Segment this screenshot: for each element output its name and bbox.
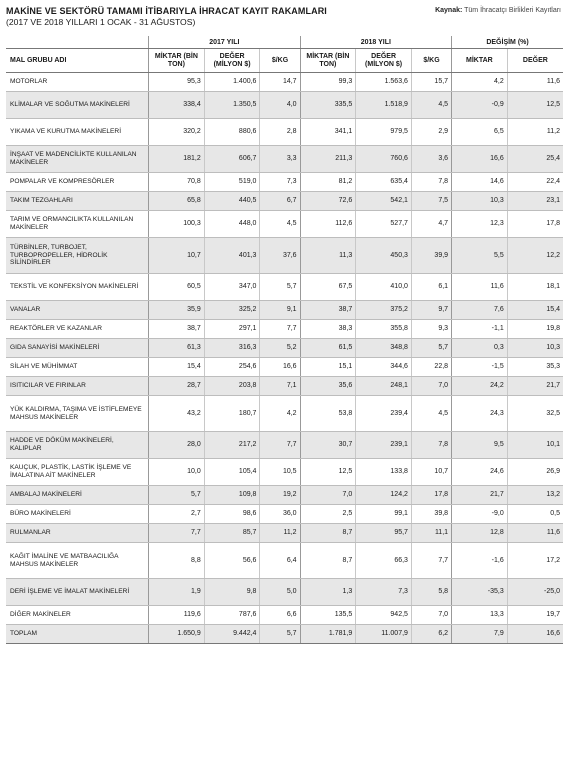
change-qty-cell: 6,5 — [452, 119, 508, 146]
qty-2017-cell: 320,2 — [149, 119, 205, 146]
val-2017-cell: 109,8 — [204, 486, 260, 505]
val-2017-cell: 347,0 — [204, 274, 260, 301]
val-2018-cell: 124,2 — [356, 486, 412, 505]
qty-2017-cell: 70,8 — [149, 173, 205, 192]
qty-2017-cell: 181,2 — [149, 146, 205, 173]
qty-2018-cell: 67,5 — [300, 274, 356, 301]
qty-2017-cell: 60,5 — [149, 274, 205, 301]
kg-2018-cell: 4,5 — [411, 92, 451, 119]
change-val-cell: 11,6 — [507, 524, 563, 543]
row-name-cell: KAUÇUK, PLASTİK, LASTİK İŞLEME VE İMALATINA AİT MAKİNELER — [6, 459, 149, 486]
kg-2017-cell: 36,0 — [260, 505, 300, 524]
change-val-cell: 19,7 — [507, 606, 563, 625]
col-header-qty-2018: MİKTAR (BİN TON) — [300, 49, 356, 73]
change-val-cell: 22,4 — [507, 173, 563, 192]
row-name-cell: TARIM VE ORMANCILIKTA KULLANILAN MAKİNELER — [6, 211, 149, 238]
change-qty-cell: -35,3 — [452, 579, 508, 606]
change-val-cell: 21,7 — [507, 377, 563, 396]
val-2018-cell: 133,8 — [356, 459, 412, 486]
qty-2018-cell: 112,6 — [300, 211, 356, 238]
val-2018-cell: 239,4 — [356, 396, 412, 432]
export-table — [6, 36, 563, 644]
kg-2017-cell: 5,7 — [260, 625, 300, 644]
group-header-2017: 2017 YILI — [149, 36, 300, 49]
qty-2018-cell: 38,7 — [300, 301, 356, 320]
row-name-cell: POMPALAR VE KOMPRESÖRLER — [6, 173, 149, 192]
change-qty-cell: 7,9 — [452, 625, 508, 644]
change-qty-cell: -0,9 — [452, 92, 508, 119]
table-row — [6, 211, 563, 238]
val-2017-cell: 9,8 — [204, 579, 260, 606]
val-2017-cell: 316,3 — [204, 339, 260, 358]
qty-2018-cell: 8,7 — [300, 524, 356, 543]
row-name-cell: KLİMALAR VE SOĞUTMA MAKİNELERİ — [6, 92, 149, 119]
val-2018-cell: 344,6 — [356, 358, 412, 377]
group-header-empty — [6, 36, 149, 49]
row-name-cell: KAĞIT İMALİNE VE MATBAACILIĞA MAHSUS MAKİNELER — [6, 543, 149, 579]
val-2017-cell: 325,2 — [204, 301, 260, 320]
change-val-cell: -25,0 — [507, 579, 563, 606]
kg-2017-cell: 2,8 — [260, 119, 300, 146]
val-2017-cell: 98,6 — [204, 505, 260, 524]
change-qty-cell: 11,6 — [452, 274, 508, 301]
row-name-cell: TOPLAM — [6, 625, 149, 644]
kg-2018-cell: 4,5 — [411, 396, 451, 432]
change-qty-cell: 13,3 — [452, 606, 508, 625]
change-val-cell: 12,2 — [507, 238, 563, 274]
val-2017-cell: 606,7 — [204, 146, 260, 173]
change-val-cell: 12,5 — [507, 92, 563, 119]
total-row — [6, 625, 563, 644]
change-qty-cell: 24,3 — [452, 396, 508, 432]
row-name-cell: GIDA SANAYİSİ MAKİNELERİ — [6, 339, 149, 358]
val-2018-cell: 7,3 — [356, 579, 412, 606]
val-2018-cell: 248,1 — [356, 377, 412, 396]
val-2017-cell: 203,8 — [204, 377, 260, 396]
change-qty-cell: 24,2 — [452, 377, 508, 396]
qty-2018-cell: 53,8 — [300, 396, 356, 432]
kg-2017-cell: 5,2 — [260, 339, 300, 358]
col-header-kg-2018: $/KG — [411, 49, 451, 73]
qty-2017-cell: 10,7 — [149, 238, 205, 274]
kg-2017-cell: 4,2 — [260, 396, 300, 432]
change-val-cell: 15,4 — [507, 301, 563, 320]
qty-2018-cell: 8,7 — [300, 543, 356, 579]
val-2018-cell: 1.518,9 — [356, 92, 412, 119]
val-2017-cell: 56,6 — [204, 543, 260, 579]
kg-2018-cell: 7,0 — [411, 606, 451, 625]
val-2018-cell: 450,3 — [356, 238, 412, 274]
kg-2018-cell: 5,8 — [411, 579, 451, 606]
source-label: Kaynak: — [435, 7, 463, 14]
table-row — [6, 459, 563, 486]
val-2018-cell: 95,7 — [356, 524, 412, 543]
qty-2017-cell: 15,4 — [149, 358, 205, 377]
change-qty-cell: 0,3 — [452, 339, 508, 358]
table-row — [6, 432, 563, 459]
kg-2017-cell: 5,7 — [260, 274, 300, 301]
row-name-cell: AMBALAJ MAKİNELERİ — [6, 486, 149, 505]
kg-2017-cell: 7,1 — [260, 377, 300, 396]
kg-2017-cell: 3,3 — [260, 146, 300, 173]
column-header-row — [6, 49, 563, 73]
col-header-change-val: DEĞER — [507, 49, 563, 73]
table-row — [6, 238, 563, 274]
qty-2018-cell: 2,5 — [300, 505, 356, 524]
kg-2017-cell: 7,7 — [260, 320, 300, 339]
qty-2018-cell: 38,3 — [300, 320, 356, 339]
change-qty-cell: 9,5 — [452, 432, 508, 459]
kg-2017-cell: 19,2 — [260, 486, 300, 505]
val-2018-cell: 760,6 — [356, 146, 412, 173]
group-header-row — [6, 36, 563, 49]
change-val-cell: 13,2 — [507, 486, 563, 505]
change-val-cell: 0,5 — [507, 505, 563, 524]
qty-2018-cell: 11,3 — [300, 238, 356, 274]
qty-2018-cell: 1.781,9 — [300, 625, 356, 644]
val-2017-cell: 297,1 — [204, 320, 260, 339]
row-name-cell: YÜK KALDIRMA, TAŞIMA VE İSTİFLEMEYE MAHSUS MAKİNELER — [6, 396, 149, 432]
qty-2017-cell: 35,9 — [149, 301, 205, 320]
val-2017-cell: 254,6 — [204, 358, 260, 377]
val-2017-cell: 217,2 — [204, 432, 260, 459]
val-2017-cell: 1.400,6 — [204, 73, 260, 92]
val-2017-cell: 9.442,4 — [204, 625, 260, 644]
change-qty-cell: 14,6 — [452, 173, 508, 192]
kg-2018-cell: 7,8 — [411, 432, 451, 459]
val-2018-cell: 1.563,6 — [356, 73, 412, 92]
kg-2017-cell: 5,0 — [260, 579, 300, 606]
kg-2018-cell: 7,8 — [411, 173, 451, 192]
kg-2018-cell: 5,7 — [411, 339, 451, 358]
qty-2017-cell: 1,9 — [149, 579, 205, 606]
qty-2017-cell: 95,3 — [149, 73, 205, 92]
change-qty-cell: -1,5 — [452, 358, 508, 377]
change-qty-cell: -9,0 — [452, 505, 508, 524]
kg-2018-cell: 2,9 — [411, 119, 451, 146]
val-2017-cell: 519,0 — [204, 173, 260, 192]
qty-2018-cell: 335,5 — [300, 92, 356, 119]
qty-2017-cell: 2,7 — [149, 505, 205, 524]
qty-2018-cell: 81,2 — [300, 173, 356, 192]
row-name-cell: TEKSTİL VE KONFEKSİYON MAKİNELERİ — [6, 274, 149, 301]
table-body — [6, 73, 563, 644]
kg-2018-cell: 6,2 — [411, 625, 451, 644]
change-val-cell: 25,4 — [507, 146, 563, 173]
table-row — [6, 92, 563, 119]
qty-2017-cell: 5,7 — [149, 486, 205, 505]
kg-2017-cell: 7,7 — [260, 432, 300, 459]
qty-2018-cell: 72,6 — [300, 192, 356, 211]
row-name-cell: TÜRBİNLER, TURBOJET, TURBOPROPELLER, HİDROLİK SİLİNDİRLER — [6, 238, 149, 274]
change-qty-cell: 4,2 — [452, 73, 508, 92]
val-2018-cell: 355,8 — [356, 320, 412, 339]
group-header-change: DEĞİŞİM (%) — [452, 36, 563, 49]
change-qty-cell: 12,3 — [452, 211, 508, 238]
kg-2017-cell: 4,0 — [260, 92, 300, 119]
val-2018-cell: 979,5 — [356, 119, 412, 146]
change-qty-cell: 12,8 — [452, 524, 508, 543]
kg-2017-cell: 10,5 — [260, 459, 300, 486]
qty-2018-cell: 1,3 — [300, 579, 356, 606]
qty-2018-cell: 35,6 — [300, 377, 356, 396]
qty-2017-cell: 10,0 — [149, 459, 205, 486]
qty-2017-cell: 65,8 — [149, 192, 205, 211]
row-name-cell: REAKTÖRLER VE KAZANLAR — [6, 320, 149, 339]
val-2017-cell: 401,3 — [204, 238, 260, 274]
qty-2017-cell: 28,7 — [149, 377, 205, 396]
row-name-cell: HADDE VE DÖKÜM MAKİNELERİ, KALIPLAR — [6, 432, 149, 459]
val-2017-cell: 105,4 — [204, 459, 260, 486]
qty-2017-cell: 38,7 — [149, 320, 205, 339]
table-row — [6, 339, 563, 358]
qty-2017-cell: 8,8 — [149, 543, 205, 579]
row-name-cell: RULMANLAR — [6, 524, 149, 543]
change-val-cell: 23,1 — [507, 192, 563, 211]
change-qty-cell: -1,6 — [452, 543, 508, 579]
change-qty-cell: 16,6 — [452, 146, 508, 173]
col-header-change-qty: MİKTAR — [452, 49, 508, 73]
val-2017-cell: 448,0 — [204, 211, 260, 238]
change-val-cell: 11,2 — [507, 119, 563, 146]
kg-2018-cell: 11,1 — [411, 524, 451, 543]
table-row — [6, 505, 563, 524]
qty-2017-cell: 338,4 — [149, 92, 205, 119]
row-name-cell: YIKAMA VE KURUTMA MAKİNELERİ — [6, 119, 149, 146]
table-row — [6, 320, 563, 339]
qty-2018-cell: 211,3 — [300, 146, 356, 173]
val-2017-cell: 1.350,5 — [204, 92, 260, 119]
val-2018-cell: 11.007,9 — [356, 625, 412, 644]
qty-2018-cell: 61,5 — [300, 339, 356, 358]
qty-2017-cell: 7,7 — [149, 524, 205, 543]
kg-2017-cell: 16,6 — [260, 358, 300, 377]
table-row — [6, 73, 563, 92]
val-2018-cell: 542,1 — [356, 192, 412, 211]
qty-2017-cell: 61,3 — [149, 339, 205, 358]
table-row — [6, 192, 563, 211]
table-row — [6, 524, 563, 543]
val-2018-cell: 410,0 — [356, 274, 412, 301]
table-row — [6, 358, 563, 377]
change-qty-cell: 7,6 — [452, 301, 508, 320]
qty-2017-cell: 1.650,9 — [149, 625, 205, 644]
table-row — [6, 486, 563, 505]
change-val-cell: 26,9 — [507, 459, 563, 486]
table-row — [6, 301, 563, 320]
kg-2018-cell: 39,8 — [411, 505, 451, 524]
qty-2018-cell: 12,5 — [300, 459, 356, 486]
row-name-cell: VANALAR — [6, 301, 149, 320]
row-name-cell: TAKIM TEZGAHLARI — [6, 192, 149, 211]
table-row — [6, 119, 563, 146]
row-name-cell: DERİ İŞLEME VE İMALAT MAKİNELERİ — [6, 579, 149, 606]
change-val-cell: 10,3 — [507, 339, 563, 358]
kg-2017-cell: 6,7 — [260, 192, 300, 211]
change-qty-cell: -1,1 — [452, 320, 508, 339]
table-row — [6, 579, 563, 606]
change-val-cell: 18,1 — [507, 274, 563, 301]
val-2017-cell: 440,5 — [204, 192, 260, 211]
change-qty-cell: 5,5 — [452, 238, 508, 274]
kg-2018-cell: 7,5 — [411, 192, 451, 211]
change-qty-cell: 21,7 — [452, 486, 508, 505]
kg-2017-cell: 14,7 — [260, 73, 300, 92]
val-2018-cell: 239,1 — [356, 432, 412, 459]
change-val-cell: 16,6 — [507, 625, 563, 644]
kg-2018-cell: 9,3 — [411, 320, 451, 339]
report-title: MAKİNE VE SEKTÖRÜ TAMAMI İTİBARIYLA İHRACAT KAYIT RAKAMLARI — [6, 6, 327, 16]
row-name-cell: DİĞER MAKİNELER — [6, 606, 149, 625]
qty-2018-cell: 30,7 — [300, 432, 356, 459]
kg-2018-cell: 3,6 — [411, 146, 451, 173]
change-val-cell: 10,1 — [507, 432, 563, 459]
col-header-val-2018: DEĞER (MİLYON $) — [356, 49, 412, 73]
table-row — [6, 606, 563, 625]
source-text: Tüm İhracatçı Birlikleri Kayıtları — [464, 7, 561, 14]
kg-2018-cell: 7,0 — [411, 377, 451, 396]
source-note — [431, 6, 561, 15]
table-row — [6, 377, 563, 396]
group-header-2018: 2018 YILI — [300, 36, 451, 49]
val-2018-cell: 348,8 — [356, 339, 412, 358]
change-val-cell: 19,8 — [507, 320, 563, 339]
qty-2018-cell: 341,1 — [300, 119, 356, 146]
kg-2018-cell: 17,8 — [411, 486, 451, 505]
table-row — [6, 274, 563, 301]
row-name-cell: MOTORLAR — [6, 73, 149, 92]
val-2017-cell: 85,7 — [204, 524, 260, 543]
kg-2017-cell: 9,1 — [260, 301, 300, 320]
qty-2017-cell: 28,0 — [149, 432, 205, 459]
kg-2017-cell: 4,5 — [260, 211, 300, 238]
report-subtitle: (2017 VE 2018 YILLARI 1 OCAK - 31 AĞUSTOS) — [6, 17, 196, 27]
kg-2018-cell: 39,9 — [411, 238, 451, 274]
kg-2018-cell: 9,7 — [411, 301, 451, 320]
table-row — [6, 396, 563, 432]
val-2018-cell: 99,1 — [356, 505, 412, 524]
kg-2017-cell: 37,6 — [260, 238, 300, 274]
kg-2018-cell: 6,1 — [411, 274, 451, 301]
kg-2018-cell: 10,7 — [411, 459, 451, 486]
qty-2017-cell: 119,6 — [149, 606, 205, 625]
qty-2017-cell: 100,3 — [149, 211, 205, 238]
val-2018-cell: 66,3 — [356, 543, 412, 579]
col-header-name: MAL GRUBU ADI — [6, 49, 149, 73]
kg-2018-cell: 15,7 — [411, 73, 451, 92]
kg-2018-cell: 4,7 — [411, 211, 451, 238]
change-val-cell: 17,2 — [507, 543, 563, 579]
val-2018-cell: 375,2 — [356, 301, 412, 320]
table-row — [6, 146, 563, 173]
val-2018-cell: 942,5 — [356, 606, 412, 625]
row-name-cell: ISITICILAR VE FIRINLAR — [6, 377, 149, 396]
table-row — [6, 173, 563, 192]
kg-2018-cell: 7,7 — [411, 543, 451, 579]
kg-2017-cell: 7,3 — [260, 173, 300, 192]
qty-2018-cell: 7,0 — [300, 486, 356, 505]
change-val-cell: 11,6 — [507, 73, 563, 92]
val-2017-cell: 180,7 — [204, 396, 260, 432]
table-row — [6, 543, 563, 579]
qty-2017-cell: 43,2 — [149, 396, 205, 432]
qty-2018-cell: 15,1 — [300, 358, 356, 377]
report-header — [6, 6, 561, 36]
row-name-cell: İNŞAAT VE MADENCİLİKTE KULLANILAN MAKİNELER — [6, 146, 149, 173]
change-val-cell: 35,3 — [507, 358, 563, 377]
val-2018-cell: 527,7 — [356, 211, 412, 238]
kg-2017-cell: 11,2 — [260, 524, 300, 543]
val-2017-cell: 787,6 — [204, 606, 260, 625]
change-qty-cell: 24,6 — [452, 459, 508, 486]
col-header-qty-2017: MİKTAR (BİN TON) — [149, 49, 205, 73]
change-val-cell: 17,8 — [507, 211, 563, 238]
val-2017-cell: 880,6 — [204, 119, 260, 146]
val-2018-cell: 635,4 — [356, 173, 412, 192]
change-val-cell: 32,5 — [507, 396, 563, 432]
change-qty-cell: 10,3 — [452, 192, 508, 211]
col-header-val-2017: DEĞER (MİLYON $) — [204, 49, 260, 73]
kg-2017-cell: 6,6 — [260, 606, 300, 625]
kg-2017-cell: 6,4 — [260, 543, 300, 579]
qty-2018-cell: 99,3 — [300, 73, 356, 92]
row-name-cell: BÜRO MAKİNELERİ — [6, 505, 149, 524]
row-name-cell: SİLAH VE MÜHİMMAT — [6, 358, 149, 377]
kg-2018-cell: 22,8 — [411, 358, 451, 377]
qty-2018-cell: 135,5 — [300, 606, 356, 625]
col-header-kg-2017: $/KG — [260, 49, 300, 73]
